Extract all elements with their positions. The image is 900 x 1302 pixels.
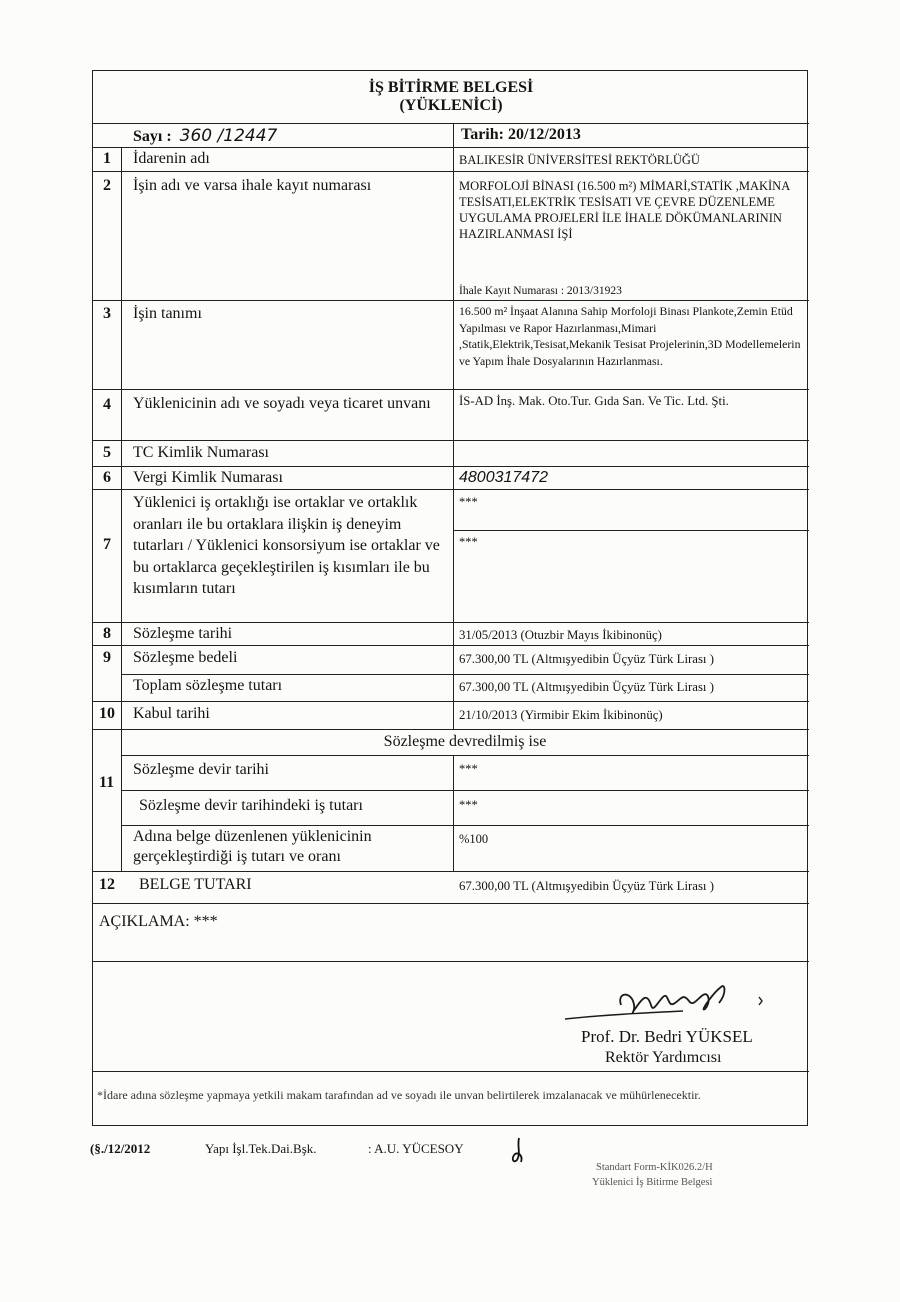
tarih-label: Tarih:: [461, 126, 504, 143]
signature-scribble: [563, 973, 783, 1035]
row-9-label: Sözleşme bedeli: [133, 649, 238, 666]
row-4-number: 4: [103, 396, 111, 413]
form-name: Yüklenici İş Bitirme Belgesi: [592, 1177, 713, 1188]
row-5-number: 5: [103, 444, 111, 461]
section-11-header: Sözleşme devredilmiş ise: [383, 733, 547, 750]
signatory-title: Rektör Yardımcısı: [605, 1049, 722, 1066]
sayi-value: 360 /12447: [179, 126, 278, 146]
document-frame: [92, 70, 808, 1126]
row-1-label: İdarenin adı: [133, 150, 210, 167]
total-contract-value: 67.300,00 TL (Altmışyedibin Üçyüz Türk Lirası ): [459, 680, 714, 694]
signatory-name: Prof. Dr. Bedri YÜKSEL: [581, 1027, 753, 1046]
row-6-label: Vergi Kimlik Numarası: [133, 469, 283, 486]
bottom-person: : A.U. YÜCESOY: [368, 1141, 464, 1156]
row-2-value: MORFOLOJİ BİNASI (16.500 m²) MİMARİ,STATİK ,MAKİNA TESİSATI,ELEKTRİK TESİSATI VE ÇEVRE DÜZENLEME UYGULAMA PROJELERİ İLE İHALE DÖKÜMANLARININ HAZIRLANMASI İŞİ: [459, 179, 790, 241]
row-10-number: 10: [99, 705, 115, 722]
devir-tarihi-value: ***: [459, 762, 478, 776]
row-8-label: Sözleşme tarihi: [133, 625, 233, 642]
row-10-label: Kabul tarihi: [133, 705, 210, 722]
row-7-value-1: ***: [459, 495, 478, 509]
row-6-value: 4800317472: [459, 469, 548, 486]
row-2-ihale-kayit: İhale Kayıt Numarası : 2013/31923: [459, 285, 622, 297]
row-9-value: 67.300,00 TL (Altmışyedibin Üçyüz Türk Lirası ): [459, 652, 714, 666]
devir-tarihi-label: Sözleşme devir tarihi: [133, 761, 269, 778]
total-contract-label: Toplam sözleşme tutarı: [133, 677, 283, 694]
row-9-number: 9: [103, 649, 111, 666]
row-7-number: 7: [103, 536, 111, 553]
row-3-value: 16.500 m² İnşaat Alanına Sahip Morfoloji Binası Plankote,Zemin Etüd Yapılması ve Rapor Hazırlanması,Mimari ,Statik,Elektrik,Tesisat,Mekanik Tesisat Projelerinin,3D Modellemelerin ve Yapım İhale Dosyalarının Hazırlanması.: [459, 304, 801, 368]
row-3-number: 3: [103, 305, 111, 322]
footnote: *İdare adına sözleşme yapmaya yetkili makam tarafından ad ve soyadı ile unvan belirtilerek imzalanacak ve mühürlenecektir.: [97, 1088, 701, 1102]
row-6-number: 6: [103, 469, 111, 486]
row-12-number: 12: [99, 876, 115, 893]
row-1-number: 1: [103, 150, 111, 167]
row-12-value: 67.300,00 TL (Altmışyedibin Üçyüz Türk Lirası ): [459, 879, 714, 893]
row-1-value: BALIKESİR ÜNİVERSİTESİ REKTÖRLÜĞÜ: [459, 153, 700, 167]
document-subtitle: (YÜKLENİCİ): [399, 97, 503, 114]
row-8-number: 8: [103, 625, 111, 642]
row-12-label: BELGE TUTARI: [139, 876, 252, 893]
aciklama: AÇIKLAMA: ***: [99, 913, 218, 930]
row-4-label: Yüklenicinin adı ve soyadı veya ticaret unvanı: [133, 395, 431, 412]
row-5-label: TC Kimlik Numarası: [133, 444, 269, 461]
form-code: Standart Form-KİK026.2/H: [596, 1162, 713, 1173]
row-7-label: Yüklenici iş ortaklığı ise ortaklar ve ortaklık oranları ile bu ortaklara ilişkin iş deneyim tutarları / Yüklenici konsorsiyum ise ortaklar ve bu ortaklarca geçekleştirilen iş kısımları ile bu kısımların tutarı: [133, 494, 440, 597]
row-2-number: 2: [103, 177, 111, 194]
row-2-label: İşin adı ve varsa ihale kayıt numarası: [133, 177, 372, 194]
gerceklestirilen-value: %100: [459, 832, 489, 846]
bottom-date: (§./12/2012: [90, 1141, 151, 1156]
row-11-number: 11: [99, 774, 115, 791]
tarih-value: 20/12/2013: [507, 126, 581, 143]
tarih-field: [461, 126, 581, 144]
row-7-value-2: ***: [459, 535, 478, 549]
sayi-label: Sayı :: [133, 128, 172, 145]
devir-is-tutari-value: ***: [459, 798, 478, 812]
document-title: İŞ BİTİRME BELGESİ: [368, 79, 534, 96]
bottom-department: Yapı İşl.Tek.Dai.Bşk.: [205, 1141, 317, 1156]
gerceklestirilen-label: Adına belge düzenlenen yüklenicinin gerçekleştirdiği iş tutarı ve oranı: [133, 828, 372, 865]
row-3-label: İşin tanımı: [133, 305, 202, 322]
row-8-value: 31/05/2013 (Otuzbir Mayıs İkibinonüç): [459, 628, 662, 642]
initial-mark: [509, 1136, 527, 1166]
devir-is-tutari-label: Sözleşme devir tarihindeki iş tutarı: [139, 797, 363, 814]
row-10-value: 21/10/2013 (Yirmibir Ekim İkibinonüç): [459, 708, 663, 722]
sayi-field: [133, 126, 277, 146]
row-4-value: İS-AD İnş. Mak. Oto.Tur. Gıda San. Ve Tic. Ltd. Şti.: [459, 394, 729, 408]
